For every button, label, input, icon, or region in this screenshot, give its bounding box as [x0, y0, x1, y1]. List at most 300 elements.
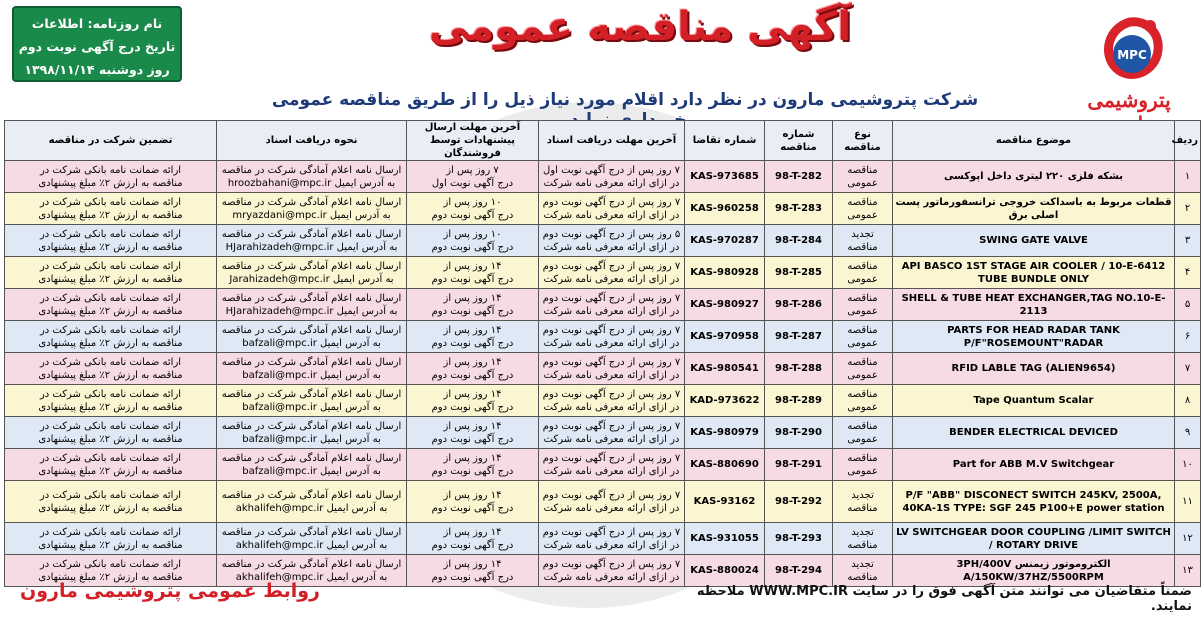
- cell-doc-deadline: [539, 257, 685, 289]
- cell-offer-deadline: [407, 161, 539, 193]
- cell-how-receive: [217, 353, 407, 385]
- cell-how-receive: [217, 257, 407, 289]
- cell-doc-deadline: [539, 161, 685, 193]
- cell-request-no: [685, 225, 765, 257]
- offer-line-1: ۱۴ روز پس از: [443, 324, 502, 336]
- how-line-2: به آدرس ایمیل hroozbahani@mpc.ir: [227, 177, 396, 189]
- table-row: [5, 161, 1201, 193]
- offer-line-2: درج آگهی نوبت دوم: [431, 539, 514, 551]
- cell-request-no: [685, 481, 765, 523]
- how-line-1: ارسال نامه اعلام آمادگی شرکت در مناقصه: [221, 292, 402, 304]
- offer-line-1: ۱۴ روز پس از: [443, 452, 502, 464]
- cell-how-receive: [217, 161, 407, 193]
- type-text: مناقصه عمومی: [847, 420, 878, 445]
- table-row: [5, 449, 1201, 481]
- table-row: [5, 385, 1201, 417]
- offer-line-2: درج آگهی نوبت دوم: [431, 571, 514, 583]
- row-no: ۱۰: [1182, 459, 1193, 470]
- col-row-no: ردیف: [1175, 121, 1201, 161]
- subject-text: PARTS FOR HEAD RADAR TANK P/F"ROSEMOUNT"RADAR: [947, 324, 1120, 349]
- row-no: ۲: [1184, 203, 1191, 214]
- how-line-2: به آدرس ایمیل mryazdani@mpc.ir: [232, 209, 391, 221]
- cell-tender-no: [765, 289, 833, 321]
- guarantee-line-2: مناقصه به ارزش ۲٪ مبلغ پیشنهادی: [38, 273, 183, 285]
- cell-type: [833, 321, 893, 353]
- tender-no: 98-T-286: [775, 299, 822, 310]
- guarantee-line-2: مناقصه به ارزش ۲٪ مبلغ پیشنهادی: [38, 241, 183, 253]
- how-line-1: ارسال نامه اعلام آمادگی شرکت در مناقصه: [221, 388, 402, 400]
- doc-line-1: ۷ روز پس از درج آگهی نوبت دوم: [542, 489, 681, 501]
- doc-line-1: ۷ روز پس از درج آگهی نوبت دوم: [542, 452, 681, 464]
- row-no: ۵: [1184, 299, 1191, 310]
- cell-type: [833, 417, 893, 449]
- request-no: KAS-970958: [690, 331, 759, 342]
- doc-line-1: ۷ روز پس از درج آگهی نوبت دوم: [542, 526, 681, 538]
- row-no: ۴: [1184, 267, 1191, 278]
- col-tender-no: شماره مناقصه: [765, 121, 833, 161]
- request-no: KAS-973685: [690, 171, 759, 182]
- guarantee-line-2: مناقصه به ارزش ۲٪ مبلغ پیشنهادی: [38, 465, 183, 477]
- cell-doc-deadline: [539, 385, 685, 417]
- offer-line-2: درج آگهی نوبت دوم: [431, 401, 514, 413]
- type-text: تجدید مناقصه: [847, 489, 878, 514]
- how-line-1: ارسال نامه اعلام آمادگی شرکت در مناقصه: [221, 489, 402, 501]
- doc-line-2: در ازای ارائه معرفی نامه شرکت: [543, 502, 680, 514]
- row-no: ۸: [1184, 395, 1191, 406]
- cell-offer-deadline: [407, 481, 539, 523]
- cell-tender-no: [765, 555, 833, 587]
- table-row: [5, 417, 1201, 449]
- tender-no: 98-T-291: [775, 459, 822, 470]
- page-title: آگهی مناقصه عمومی: [428, 4, 852, 50]
- cell-row-no: [1175, 449, 1201, 481]
- footer-note: ضمناً متقاضیان می توانند متن آگهی فوق را در سایت WWW.MPC.IR ملاحظه نمایند.: [696, 584, 1192, 614]
- request-no: KAS-960258: [690, 203, 759, 214]
- row-no: ۶: [1184, 331, 1191, 342]
- cell-offer-deadline: [407, 193, 539, 225]
- publish-round: تاریخ درج آگهی نوبت دوم: [18, 39, 176, 54]
- cell-how-receive: [217, 193, 407, 225]
- doc-line-1: ۷ روز پس از درج آگهی نوبت دوم: [542, 388, 681, 400]
- doc-line-2: در ازای ارائه معرفی نامه شرکت: [543, 369, 680, 381]
- cell-subject: [893, 385, 1175, 417]
- cell-tender-no: [765, 385, 833, 417]
- how-line-2: به آدرس ایمیل HJarahizadeh@mpc.ir: [225, 305, 398, 317]
- tender-table: [4, 120, 1201, 587]
- offer-line-1: ۱۴ روز پس از: [443, 356, 502, 368]
- table-row: [5, 289, 1201, 321]
- type-text: مناقصه عمومی: [847, 324, 878, 349]
- cell-subject: [893, 417, 1175, 449]
- cell-guarantee: [5, 481, 217, 523]
- cell-how-receive: [217, 417, 407, 449]
- doc-line-2: در ازای ارائه معرفی نامه شرکت: [543, 465, 680, 477]
- cell-offer-deadline: [407, 385, 539, 417]
- doc-line-1: ۷ روز پس از درج آگهی نوبت دوم: [542, 558, 681, 570]
- cell-guarantee: [5, 385, 217, 417]
- cell-request-no: [685, 417, 765, 449]
- guarantee-line-2: مناقصه به ارزش ۲٪ مبلغ پیشنهادی: [38, 177, 183, 189]
- cell-type: [833, 353, 893, 385]
- type-text: تجدید مناقصه: [847, 558, 878, 583]
- cell-subject: [893, 321, 1175, 353]
- offer-line-1: ۱۰ روز پس از: [443, 228, 502, 240]
- cell-type: [833, 385, 893, 417]
- cell-subject: [893, 289, 1175, 321]
- cell-type: [833, 193, 893, 225]
- cell-tender-no: [765, 321, 833, 353]
- guarantee-line-2: مناقصه به ارزش ۲٪ مبلغ پیشنهادی: [38, 337, 183, 349]
- page-subtitle: شرکت پتروشیمی مارون در نظر دارد اقلام مورد نیاز ذیل را از طریق مناقصه عمومی: [271, 90, 979, 110]
- row-no: ۳: [1184, 235, 1191, 246]
- request-no: KAS-980928: [690, 267, 759, 278]
- cell-row-no: [1175, 555, 1201, 587]
- offer-line-2: درج آگهی نوبت دوم: [431, 433, 514, 445]
- doc-line-1: ۷ روز پس از درج آگهی نوبت دوم: [542, 292, 681, 304]
- col-offer-deadline: آخرین مهلت ارسال پیشنهادات توسط فروشندگان: [407, 121, 539, 161]
- table-row: [5, 481, 1201, 523]
- col-how-receive: نحوه دریافت اسناد: [217, 121, 407, 161]
- cell-how-receive: [217, 481, 407, 523]
- offer-line-1: ۷ روز پس از: [446, 164, 499, 176]
- cell-tender-no: [765, 417, 833, 449]
- how-line-2: به آدرس ایمیل akhalifeh@mpc.ir: [235, 539, 388, 551]
- how-line-1: ارسال نامه اعلام آمادگی شرکت در مناقصه: [221, 196, 402, 208]
- type-text: تجدید مناقصه: [847, 526, 878, 551]
- cell-subject: [893, 257, 1175, 289]
- request-no: KAS-931055: [690, 533, 759, 544]
- cell-doc-deadline: [539, 523, 685, 555]
- type-text: تجدید مناقصه: [847, 228, 878, 253]
- cell-row-no: [1175, 257, 1201, 289]
- cell-row-no: [1175, 161, 1201, 193]
- how-line-1: ارسال نامه اعلام آمادگی شرکت در مناقصه: [221, 324, 402, 336]
- cell-request-no: [685, 555, 765, 587]
- cell-request-no: [685, 257, 765, 289]
- how-line-1: ارسال نامه اعلام آمادگی شرکت در مناقصه: [221, 260, 402, 272]
- cell-doc-deadline: [539, 481, 685, 523]
- cell-tender-no: [765, 449, 833, 481]
- cell-row-no: [1175, 225, 1201, 257]
- cell-type: [833, 555, 893, 587]
- company-logo-text: پتروشیمی: [1087, 88, 1171, 112]
- how-line-1: ارسال نامه اعلام آمادگی شرکت در مناقصه: [221, 526, 402, 538]
- col-request-no: شماره تقاضا: [685, 121, 765, 161]
- cell-guarantee: [5, 193, 217, 225]
- doc-line-1: ۷ روز پس از درج آگهی نوبت دوم: [542, 196, 681, 208]
- cell-guarantee: [5, 161, 217, 193]
- offer-line-2: درج آگهی نوبت دوم: [431, 305, 514, 317]
- col-doc-deadline: آخرین مهلت دریافت اسناد: [539, 121, 685, 161]
- logo-badge: MPC: [1117, 48, 1147, 62]
- request-no: KAS-93162: [693, 496, 756, 507]
- cell-type: [833, 449, 893, 481]
- cell-type: [833, 523, 893, 555]
- how-line-2: به آدرس ایمیل bafzali@mpc.ir: [242, 337, 381, 349]
- cell-tender-no: [765, 225, 833, 257]
- row-no: ۹: [1184, 427, 1191, 438]
- subject-text: SWING GATE VALVE: [979, 235, 1088, 246]
- subject-text: LV SWITCHGEAR DOOR COUPLING /LIMIT SWITCH / ROTARY DRIVE: [896, 526, 1171, 551]
- offer-line-1: ۱۴ روز پس از: [443, 558, 502, 570]
- cell-doc-deadline: [539, 321, 685, 353]
- cell-type: [833, 257, 893, 289]
- offer-line-2: درج آگهی نوبت دوم: [431, 502, 514, 514]
- cell-offer-deadline: [407, 321, 539, 353]
- tender-no: 98-T-283: [775, 203, 822, 214]
- request-no: KAS-970287: [690, 235, 759, 246]
- how-line-2: به آدرس ایمیل bafzali@mpc.ir: [242, 433, 381, 445]
- tender-no: 98-T-285: [775, 267, 822, 278]
- cell-how-receive: [217, 523, 407, 555]
- cell-doc-deadline: [539, 555, 685, 587]
- footer-brand: روابط عمومی پتروشیمی مارون: [20, 580, 320, 602]
- type-text: مناقصه عمومی: [847, 196, 878, 221]
- how-line-2: به آدرس ایمیل akhalifeh@mpc.ir: [235, 571, 388, 583]
- how-line-2: به آدرس ایمیل akhalifeh@mpc.ir: [235, 502, 388, 514]
- cell-doc-deadline: [539, 289, 685, 321]
- cell-row-no: [1175, 523, 1201, 555]
- offer-line-2: درج آگهی نوبت دوم: [431, 369, 514, 381]
- offer-line-1: ۱۴ روز پس از: [443, 292, 502, 304]
- offer-line-1: ۱۴ روز پس از: [443, 260, 502, 272]
- table-row: [5, 321, 1201, 353]
- tender-table-wrap: [4, 120, 1200, 587]
- tender-no: 98-T-293: [775, 533, 822, 544]
- how-line-1: ارسال نامه اعلام آمادگی شرکت در مناقصه: [221, 164, 402, 176]
- cell-type: [833, 225, 893, 257]
- cell-request-no: [685, 385, 765, 417]
- cell-tender-no: [765, 193, 833, 225]
- col-subject: موضوع مناقصه: [893, 121, 1175, 161]
- cell-doc-deadline: [539, 417, 685, 449]
- tender-no: 98-T-282: [775, 171, 822, 182]
- cell-subject: [893, 449, 1175, 481]
- cell-row-no: [1175, 417, 1201, 449]
- publish-date: روز دوشنبه ۱۳۹۸/۱۱/۱۴: [24, 62, 170, 77]
- cell-request-no: [685, 193, 765, 225]
- table-row: [5, 353, 1201, 385]
- offer-line-2: درج آگهی نوبت دوم: [431, 273, 514, 285]
- subject-text: BENDER ELECTRICAL DEVICED: [949, 427, 1118, 438]
- request-no: KAS-880024: [690, 565, 759, 576]
- cell-offer-deadline: [407, 449, 539, 481]
- cell-request-no: [685, 353, 765, 385]
- cell-subject: [893, 555, 1175, 587]
- cell-tender-no: [765, 161, 833, 193]
- type-text: مناقصه عمومی: [847, 356, 878, 381]
- doc-line-1: ۷ روز پس از درج آگهی نوبت دوم: [542, 260, 681, 272]
- guarantee-line-2: مناقصه به ارزش ۲٪ مبلغ پیشنهادی: [38, 433, 183, 445]
- guarantee-line-1: ارائه ضمانت نامه بانکی شرکت در: [39, 260, 182, 272]
- cell-subject: [893, 161, 1175, 193]
- offer-line-1: ۱۴ روز پس از: [443, 526, 502, 538]
- doc-line-2: در ازای ارائه معرفی نامه شرکت: [543, 209, 680, 221]
- cell-request-no: [685, 161, 765, 193]
- cell-guarantee: [5, 225, 217, 257]
- request-no: KAD-973622: [689, 395, 760, 406]
- cell-subject: [893, 225, 1175, 257]
- subject-text: بشکه فلزی ۲۲۰ لیتری داخل اپوکسی: [943, 171, 1124, 182]
- cell-guarantee: [5, 321, 217, 353]
- how-line-1: ارسال نامه اعلام آمادگی شرکت در مناقصه: [221, 228, 402, 240]
- how-line-2: به آدرس ایمیل bafzali@mpc.ir: [242, 369, 381, 381]
- tender-no: 98-T-287: [775, 331, 822, 342]
- tender-no: 98-T-284: [775, 235, 822, 246]
- cell-guarantee: [5, 523, 217, 555]
- table-row: [5, 257, 1201, 289]
- cell-tender-no: [765, 257, 833, 289]
- cell-guarantee: [5, 289, 217, 321]
- doc-line-1: ۵ روز پس از درج آگهی نوبت دوم: [542, 228, 681, 240]
- doc-line-2: در ازای ارائه معرفی نامه شرکت: [543, 539, 680, 551]
- tender-no: 98-T-288: [775, 363, 822, 374]
- row-no: ۱: [1184, 171, 1191, 182]
- how-line-1: ارسال نامه اعلام آمادگی شرکت در مناقصه: [221, 356, 402, 368]
- guarantee-line-1: ارائه ضمانت نامه بانکی شرکت در: [39, 292, 182, 304]
- subject-text: Part for ABB M.V Switchgear: [952, 459, 1115, 470]
- guarantee-line-1: ارائه ضمانت نامه بانکی شرکت در: [39, 526, 182, 538]
- guarantee-line-2: مناقصه به ارزش ۲٪ مبلغ پیشنهادی: [38, 401, 183, 413]
- offer-line-2: درج آگهی نوبت دوم: [431, 337, 514, 349]
- cell-offer-deadline: [407, 225, 539, 257]
- newspaper-name: نام روزنامه: اطلاعات: [31, 16, 163, 31]
- cell-subject: [893, 523, 1175, 555]
- cell-offer-deadline: [407, 523, 539, 555]
- guarantee-line-2: مناقصه به ارزش ۲٪ مبلغ پیشنهادی: [38, 539, 183, 551]
- doc-line-2: در ازای ارائه معرفی نامه شرکت: [543, 177, 680, 189]
- doc-line-1: ۷ روز پس از درج آگهی نوبت دوم: [542, 324, 681, 336]
- cell-row-no: [1175, 481, 1201, 523]
- how-line-2: به آدرس ایمیل Jarahizadeh@mpc.ir: [229, 273, 394, 285]
- cell-type: [833, 481, 893, 523]
- cell-offer-deadline: [407, 555, 539, 587]
- subject-text: RFID LABLE TAG (ALIEN9654): [951, 363, 1116, 374]
- guarantee-line-2: مناقصه به ارزش ۲٪ مبلغ پیشنهادی: [38, 502, 183, 514]
- doc-line-2: در ازای ارائه معرفی نامه شرکت: [543, 273, 680, 285]
- guarantee-line-1: ارائه ضمانت نامه بانکی شرکت در: [39, 324, 182, 336]
- cell-subject: [893, 481, 1175, 523]
- cell-offer-deadline: [407, 417, 539, 449]
- cell-how-receive: [217, 289, 407, 321]
- cell-how-receive: [217, 385, 407, 417]
- type-text: مناقصه عمومی: [847, 292, 878, 317]
- cell-guarantee: [5, 417, 217, 449]
- cell-offer-deadline: [407, 289, 539, 321]
- guarantee-line-1: ارائه ضمانت نامه بانکی شرکت در: [39, 420, 182, 432]
- guarantee-line-1: ارائه ضمانت نامه بانکی شرکت در: [39, 228, 182, 240]
- offer-line-1: ۱۴ روز پس از: [443, 420, 502, 432]
- offer-line-2: درج آگهی نوبت دوم: [431, 209, 514, 221]
- guarantee-line-2: مناقصه به ارزش ۲٪ مبلغ پیشنهادی: [38, 571, 183, 583]
- table-row: [5, 225, 1201, 257]
- cell-how-receive: [217, 321, 407, 353]
- offer-line-2: درج آگهی نوبت دوم: [431, 241, 514, 253]
- cell-doc-deadline: [539, 193, 685, 225]
- request-no: KAS-980979: [690, 427, 759, 438]
- request-no: KAS-880690: [690, 459, 759, 470]
- cell-request-no: [685, 523, 765, 555]
- request-no: KAS-980541: [690, 363, 759, 374]
- guarantee-line-1: ارائه ضمانت نامه بانکی شرکت در: [39, 164, 182, 176]
- guarantee-line-1: ارائه ضمانت نامه بانکی شرکت در: [39, 452, 182, 464]
- offer-line-2: درج آگهی نوبت اول: [431, 177, 514, 189]
- guarantee-line-2: مناقصه به ارزش ۲٪ مبلغ پیشنهادی: [38, 369, 183, 381]
- subject-text: API BASCO 1ST STAGE AIR COOLER / 10-E-6412 TUBE BUNDLE ONLY: [901, 260, 1166, 285]
- how-line-1: ارسال نامه اعلام آمادگی شرکت در مناقصه: [221, 452, 402, 464]
- cell-doc-deadline: [539, 449, 685, 481]
- tender-no: 98-T-290: [775, 427, 822, 438]
- cell-offer-deadline: [407, 353, 539, 385]
- cell-type: [833, 161, 893, 193]
- offer-line-1: ۱۴ روز پس از: [443, 388, 502, 400]
- type-text: مناقصه عمومی: [847, 260, 878, 285]
- doc-line-1: ۷ روز پس از درج آگهی نوبت دوم: [542, 356, 681, 368]
- cell-doc-deadline: [539, 353, 685, 385]
- doc-line-2: در ازای ارائه معرفی نامه شرکت: [543, 571, 680, 583]
- how-line-1: ارسال نامه اعلام آمادگی شرکت در مناقصه: [221, 420, 402, 432]
- row-no: ۱۲: [1182, 533, 1193, 544]
- cell-subject: [893, 353, 1175, 385]
- doc-line-2: در ازای ارائه معرفی نامه شرکت: [543, 305, 680, 317]
- tender-no: 98-T-292: [775, 496, 822, 507]
- col-guarantee: تضمین شرکت در مناقصه: [5, 121, 217, 161]
- cell-guarantee: [5, 353, 217, 385]
- tender-no: 98-T-294: [775, 565, 822, 576]
- newspaper-info-box: [12, 6, 182, 82]
- subject-text: SHELL & TUBE HEAT EXCHANGER,TAG NO.10-E-2113: [901, 292, 1166, 317]
- cell-row-no: [1175, 289, 1201, 321]
- guarantee-line-1: ارائه ضمانت نامه بانکی شرکت در: [39, 489, 182, 501]
- col-type: نوع مناقصه: [833, 121, 893, 161]
- doc-line-2: در ازای ارائه معرفی نامه شرکت: [543, 433, 680, 445]
- guarantee-line-2: مناقصه به ارزش ۲٪ مبلغ پیشنهادی: [38, 305, 183, 317]
- cell-request-no: [685, 321, 765, 353]
- cell-type: [833, 289, 893, 321]
- doc-line-2: در ازای ارائه معرفی نامه شرکت: [543, 241, 680, 253]
- guarantee-line-1: ارائه ضمانت نامه بانکی شرکت در: [39, 558, 182, 570]
- tender-no: 98-T-289: [775, 395, 822, 406]
- row-no: ۱۱: [1182, 496, 1193, 507]
- guarantee-line-1: ارائه ضمانت نامه بانکی شرکت در: [39, 356, 182, 368]
- table-header-row: [5, 121, 1201, 161]
- how-line-2: به آدرس ایمیل HJarahizadeh@mpc.ir: [225, 241, 398, 253]
- table-body: [5, 161, 1201, 587]
- subject-text: P/F "ABB" DISCONECT SWITCH 245KV, 2500A, 40KA-1S TYPE: SGF 245 P100+E power station: [902, 489, 1165, 514]
- cell-row-no: [1175, 385, 1201, 417]
- cell-doc-deadline: [539, 225, 685, 257]
- cell-how-receive: [217, 225, 407, 257]
- offer-line-1: ۱۴ روز پس از: [443, 489, 502, 501]
- doc-line-1: ۷ روز پس از درج آگهی نوبت اول: [543, 164, 680, 176]
- row-no: ۷: [1184, 363, 1191, 374]
- cell-tender-no: [765, 481, 833, 523]
- request-no: KAS-980927: [690, 299, 759, 310]
- cell-subject: [893, 193, 1175, 225]
- type-text: مناقصه عمومی: [847, 164, 878, 189]
- subject-text: قطعات مربوط به باسداکت خروجی ترانسفورماتور پست اصلی برق: [895, 196, 1172, 221]
- type-text: مناقصه عمومی: [847, 388, 878, 413]
- how-line-2: به آدرس ایمیل bafzali@mpc.ir: [242, 401, 381, 413]
- cell-offer-deadline: [407, 257, 539, 289]
- subject-text: Tape Quantum Scalar: [973, 395, 1094, 406]
- row-no: ۱۳: [1182, 565, 1193, 576]
- table-row: [5, 193, 1201, 225]
- cell-how-receive: [217, 449, 407, 481]
- cell-guarantee: [5, 257, 217, 289]
- cell-request-no: [685, 289, 765, 321]
- guarantee-line-1: ارائه ضمانت نامه بانکی شرکت در: [39, 388, 182, 400]
